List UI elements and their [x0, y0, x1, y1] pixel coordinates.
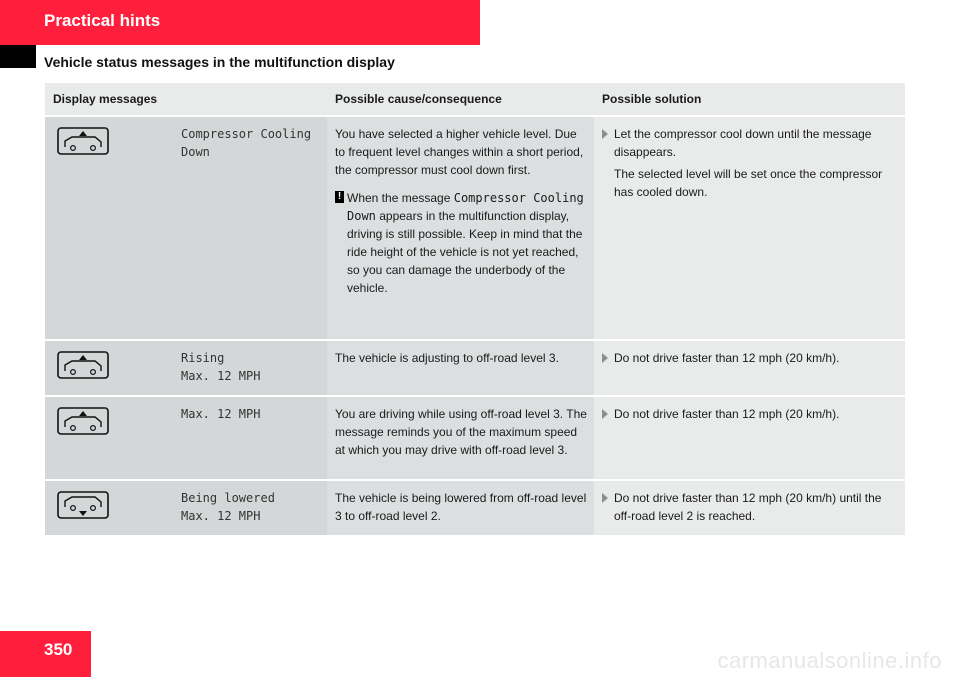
display-text-line: Max. 12 MPH — [181, 509, 261, 523]
status-messages-table — [45, 83, 905, 535]
section-title: Practical hints — [44, 11, 161, 30]
solution-step — [602, 489, 899, 525]
solution-step — [602, 405, 899, 423]
cause-text: You are driving while using off-road level 3. The message reminds you of the maximum speed at which you may drive with off-road level 3. — [335, 407, 587, 457]
cause-cell — [327, 116, 594, 340]
arrow-right-icon — [602, 129, 608, 139]
solution-cell — [594, 116, 905, 340]
page-subtitle: Vehicle status messages in the multifunction display — [44, 54, 395, 70]
warning-note — [335, 189, 588, 297]
vehicle-lower-icon — [57, 491, 109, 519]
warning-icon: ! — [335, 191, 344, 203]
table-header-row — [45, 83, 905, 116]
col-header-cause: Possible cause/consequence — [327, 83, 594, 116]
display-text-line: Compressor Cooling — [181, 127, 312, 141]
solution-text: Do not drive faster than 12 mph (20 km/h). — [614, 351, 840, 365]
display-message-cell — [173, 396, 327, 480]
display-message-cell — [173, 480, 327, 535]
table-row — [45, 116, 905, 340]
note-text-before: When the message — [347, 191, 454, 205]
display-message-cell — [173, 116, 327, 340]
note-display-message: Compressor Cooling Down — [347, 191, 584, 223]
cause-text: The vehicle is adjusting to off-road level 3. — [335, 351, 559, 365]
col-header-solution: Possible solution — [594, 83, 905, 116]
solution-text: Do not drive faster than 12 mph (20 km/h) until the off-road level 2 is reached. — [614, 491, 882, 523]
table-row — [45, 340, 905, 396]
page-number: 350 — [44, 640, 73, 659]
arrow-right-icon — [602, 409, 608, 419]
icon-cell — [45, 116, 173, 340]
cause-text: The vehicle is being lowered from off-road level 3 to off-road level 2. — [335, 491, 587, 523]
solution-cell — [594, 396, 905, 480]
solution-step — [602, 125, 899, 161]
table-row — [45, 480, 905, 535]
solution-cell — [594, 340, 905, 396]
vehicle-raise-icon — [57, 351, 109, 379]
display-text-line: Being lowered — [181, 491, 275, 505]
section-marker — [0, 45, 36, 68]
cause-cell — [327, 396, 594, 480]
vehicle-raise-icon — [57, 127, 109, 155]
cause-cell — [327, 340, 594, 396]
solution-step — [602, 349, 899, 367]
cause-text: You have selected a higher vehicle level. Due to frequent level changes within a short period, the compressor must cool down first. — [335, 127, 584, 177]
solution-extra-text: The selected level will be set once the compressor has cooled down. — [614, 167, 883, 199]
col-header-display: Display messages — [45, 83, 327, 116]
watermark: carmanualsonline.info — [717, 648, 942, 673]
display-text-line: Max. 12 MPH — [181, 369, 261, 383]
display-text-line: Rising — [181, 351, 225, 365]
arrow-right-icon — [602, 493, 608, 503]
cause-cell — [327, 480, 594, 535]
display-message-cell — [173, 340, 327, 396]
table-row — [45, 396, 905, 480]
solution-text: Do not drive faster than 12 mph (20 km/h). — [614, 407, 840, 421]
icon-cell — [45, 396, 173, 480]
display-text-line: Down — [181, 145, 210, 159]
solution-text: Let the compressor cool down until the message disappears. — [614, 127, 872, 159]
icon-cell — [45, 340, 173, 396]
arrow-right-icon — [602, 353, 608, 363]
note-text-after: appears in the multifunction display, driving is still possible. Keep in mind that the ride height of the vehicle is not yet reached, so you can damage the underbody of the vehicle. — [347, 209, 583, 295]
display-text-line: Max. 12 MPH — [181, 407, 261, 421]
solution-cell — [594, 480, 905, 535]
icon-cell — [45, 480, 173, 535]
vehicle-raise-icon — [57, 407, 109, 435]
